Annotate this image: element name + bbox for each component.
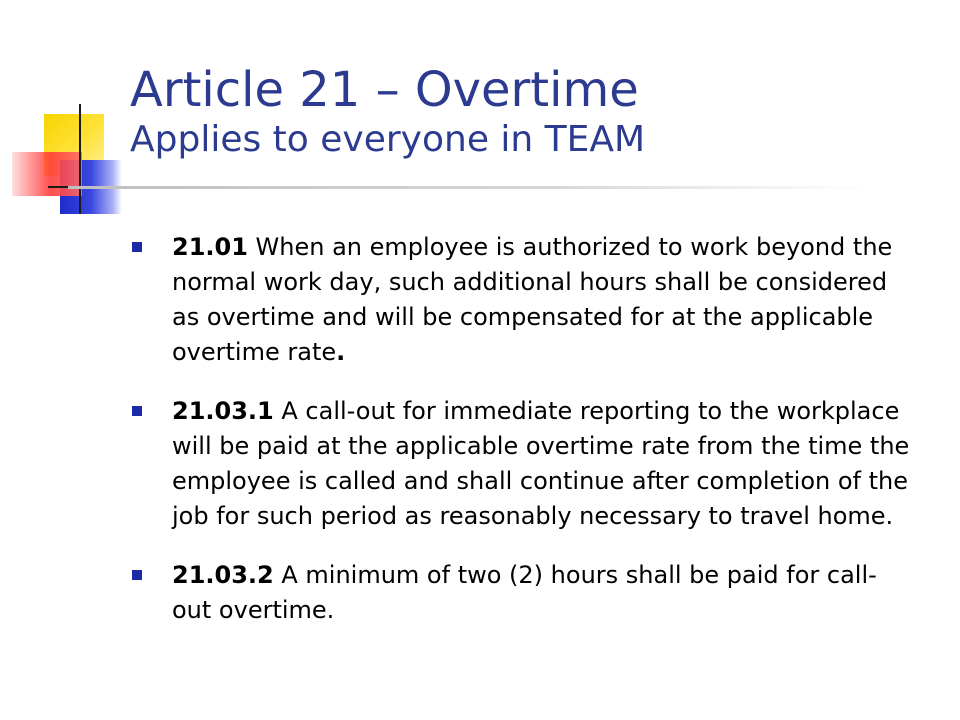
- square-bullet-icon: [132, 570, 142, 580]
- decor-vertical-line: [79, 104, 81, 214]
- list-item: [130, 394, 910, 534]
- title-main: Article 21 – Overtime: [130, 62, 639, 118]
- clause-text: A call-out for immediate reporting to the workplace will be paid at the applicable overtime rate from the time the employee is called and shall continue after completion of the job for such period as reasonably necessary to travel home.: [172, 397, 910, 530]
- bullet-list: [130, 230, 910, 652]
- title-divider: [68, 186, 868, 189]
- square-bullet-icon: [132, 242, 142, 252]
- title-subtitle: Applies to everyone in TEAM: [130, 119, 646, 160]
- decor-red-square: [12, 152, 82, 196]
- clause-number: 21.01: [172, 233, 248, 261]
- square-bullet-icon: [132, 406, 142, 416]
- list-item: [130, 230, 910, 370]
- list-item: [130, 558, 910, 628]
- clause-text: A minimum of two (2) hours shall be paid for call-out overtime.: [172, 561, 877, 624]
- slide-title: [130, 62, 645, 162]
- clause-end: .: [336, 338, 346, 366]
- clause-number: 21.03.1: [172, 397, 274, 425]
- clause-text: When an employee is authorized to work beyond the normal work day, such additional hours shall be considered as overtime and will be compensated for at the applicable overtime rate: [172, 233, 893, 366]
- clause-number: 21.03.2: [172, 561, 274, 589]
